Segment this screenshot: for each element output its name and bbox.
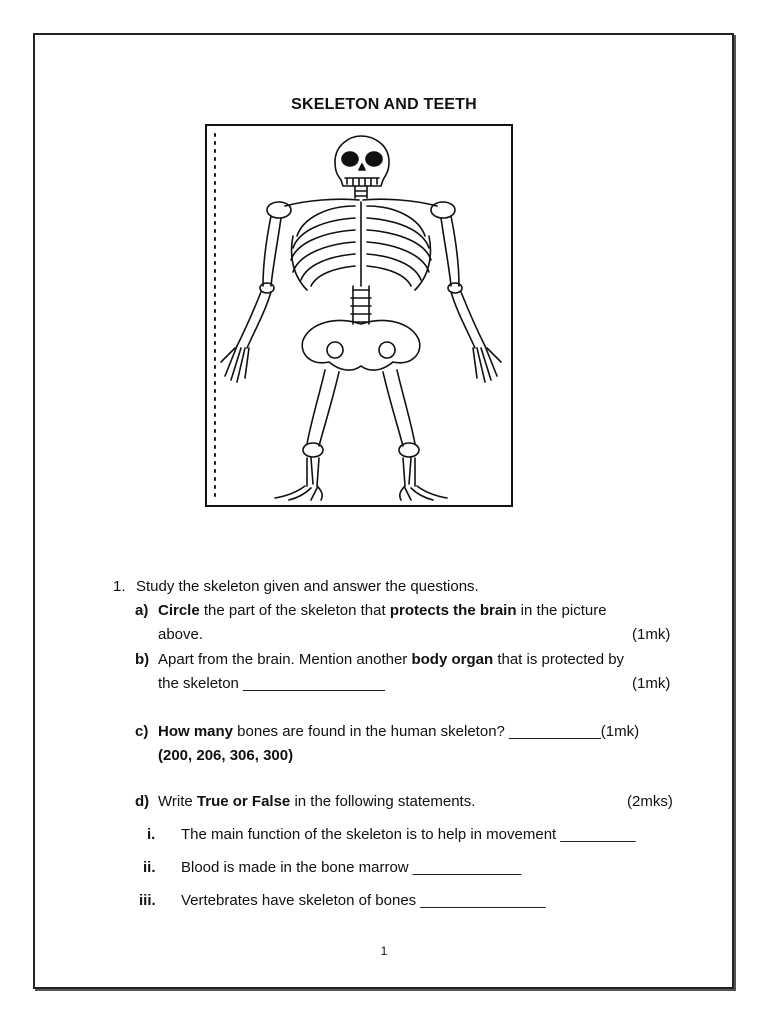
part-b-label: b) [135,651,150,668]
statement-2-number: ii. [143,859,156,876]
part-a-marks: (1mk) [632,626,671,643]
part-c-text: How many bones are found in the human skeleton? ___________(1mk) [158,723,640,740]
part-d-label: d) [135,793,150,810]
part-a-continuation: above. [158,626,204,643]
statement-3-text[interactable]: Vertebrates have skeleton of bones _______________ [181,892,546,909]
statement-1-number: i. [147,826,156,843]
part-b-marks: (1mk) [632,675,671,692]
part-b-answer-line[interactable]: the skeleton _________________ [158,675,385,692]
part-c-label: c) [135,723,149,740]
statement-1-text[interactable]: The main function of the skeleton is to help in movement _________ [181,826,636,843]
question-number: 1. [113,578,126,595]
skeleton-drawing [207,126,511,505]
question-intro: Study the skeleton given and answer the questions. [136,578,479,595]
part-b-text: Apart from the brain. Mention another body organ that is protected by [158,651,625,668]
part-a-label: a) [135,602,149,619]
part-a-text: Circle the part of the skeleton that protects the brain in the picture [158,602,607,619]
part-c-options: (200, 206, 306, 300) [158,747,294,764]
part-d-marks: (2mks) [627,793,673,810]
statement-2-text[interactable]: Blood is made in the bone marrow _____________ [181,859,522,876]
page-title: SKELETON AND TEETH [291,96,477,113]
skeleton-figure [205,124,513,507]
part-d-text: Write True or False in the following statements. [158,793,476,810]
statement-3-number: iii. [139,892,156,909]
page-number: 1 [380,944,388,958]
